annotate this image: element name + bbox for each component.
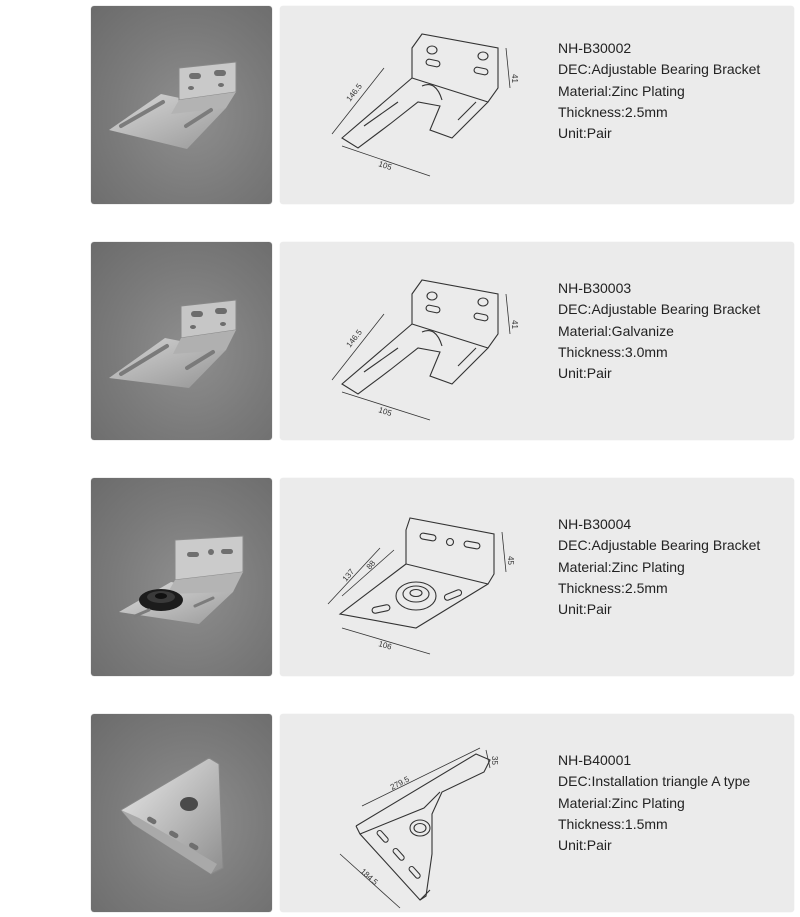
product-description: DEC:Adjustable Bearing Bracket xyxy=(558,537,761,554)
hole-icon xyxy=(180,797,198,811)
product-code: NH-B30004 xyxy=(558,516,632,532)
bracket-photo-illustration xyxy=(91,478,272,676)
dimension-label-height: 41 xyxy=(510,320,519,329)
product-row-nh-b30003 xyxy=(0,242,800,440)
product-unit: Unit:Pair xyxy=(558,601,612,618)
product-material: Material:Zinc Plating xyxy=(558,82,685,99)
product-row-nh-b30004 xyxy=(0,478,800,676)
dimension-label-height: 41 xyxy=(510,74,519,83)
product-photo xyxy=(91,714,272,912)
product-spec-panel xyxy=(280,6,794,204)
product-material: Material:Zinc Plating xyxy=(558,794,685,811)
product-unit: Unit:Pair xyxy=(558,365,612,382)
dimension-lines xyxy=(332,48,510,176)
dimension-label-width: 105 xyxy=(377,159,393,173)
bracket-photo-illustration xyxy=(91,714,272,912)
dimension-label-length: 137 xyxy=(340,567,357,584)
product-thickness: Thickness:2.5mm xyxy=(558,579,668,596)
dimension-lines xyxy=(328,532,506,654)
dimension-label-width: 106 xyxy=(377,639,393,652)
spec-list xyxy=(558,38,760,144)
product-material: Material:Zinc Plating xyxy=(558,558,685,575)
dimension-label-length: 146.5 xyxy=(344,327,364,350)
dimension-label-length: 279.5 xyxy=(388,774,411,792)
product-description: DEC:Adjustable Bearing Bracket xyxy=(558,301,761,318)
product-row-nh-b40001 xyxy=(0,714,800,912)
spec-list xyxy=(558,278,760,384)
bracket-photo-illustration xyxy=(91,6,272,204)
product-row-nh-b30002 xyxy=(0,6,800,204)
dimension-label-width: 184.5 xyxy=(358,866,380,887)
dimension-label-depth: 88 xyxy=(364,558,378,572)
product-description: DEC:Installation triangle A type xyxy=(558,773,751,790)
spec-list xyxy=(558,750,750,856)
hole-icon xyxy=(410,820,430,836)
product-spec-panel xyxy=(280,478,794,676)
dimension-lines xyxy=(332,294,510,420)
product-thickness: Thickness:3.0mm xyxy=(558,343,668,360)
bracket-photo-illustration xyxy=(91,242,272,440)
dimension-label-length: 146.5 xyxy=(344,81,364,104)
spec-list xyxy=(558,514,760,620)
product-description: DEC:Adjustable Bearing Bracket xyxy=(558,61,761,78)
product-thickness: Thickness:1.5mm xyxy=(558,815,668,832)
product-unit: Unit:Pair xyxy=(558,837,612,854)
product-code: NH-B40001 xyxy=(558,752,632,768)
product-thickness: Thickness:2.5mm xyxy=(558,103,668,120)
product-code: NH-B30003 xyxy=(558,280,632,296)
dimension-lines xyxy=(340,748,490,908)
bracket-outline xyxy=(340,518,494,628)
product-spec-panel xyxy=(280,242,794,440)
dimension-label-height: 35 xyxy=(490,756,499,765)
product-unit: Unit:Pair xyxy=(558,125,612,142)
dimension-label-width: 105 xyxy=(377,405,393,419)
product-photo xyxy=(91,478,272,676)
product-spec-panel xyxy=(280,714,794,912)
product-material: Material:Galvanize xyxy=(558,322,674,339)
product-photo xyxy=(91,6,272,204)
dimension-label-height: 45 xyxy=(506,556,515,565)
product-code: NH-B30002 xyxy=(558,40,632,56)
product-photo xyxy=(91,242,272,440)
